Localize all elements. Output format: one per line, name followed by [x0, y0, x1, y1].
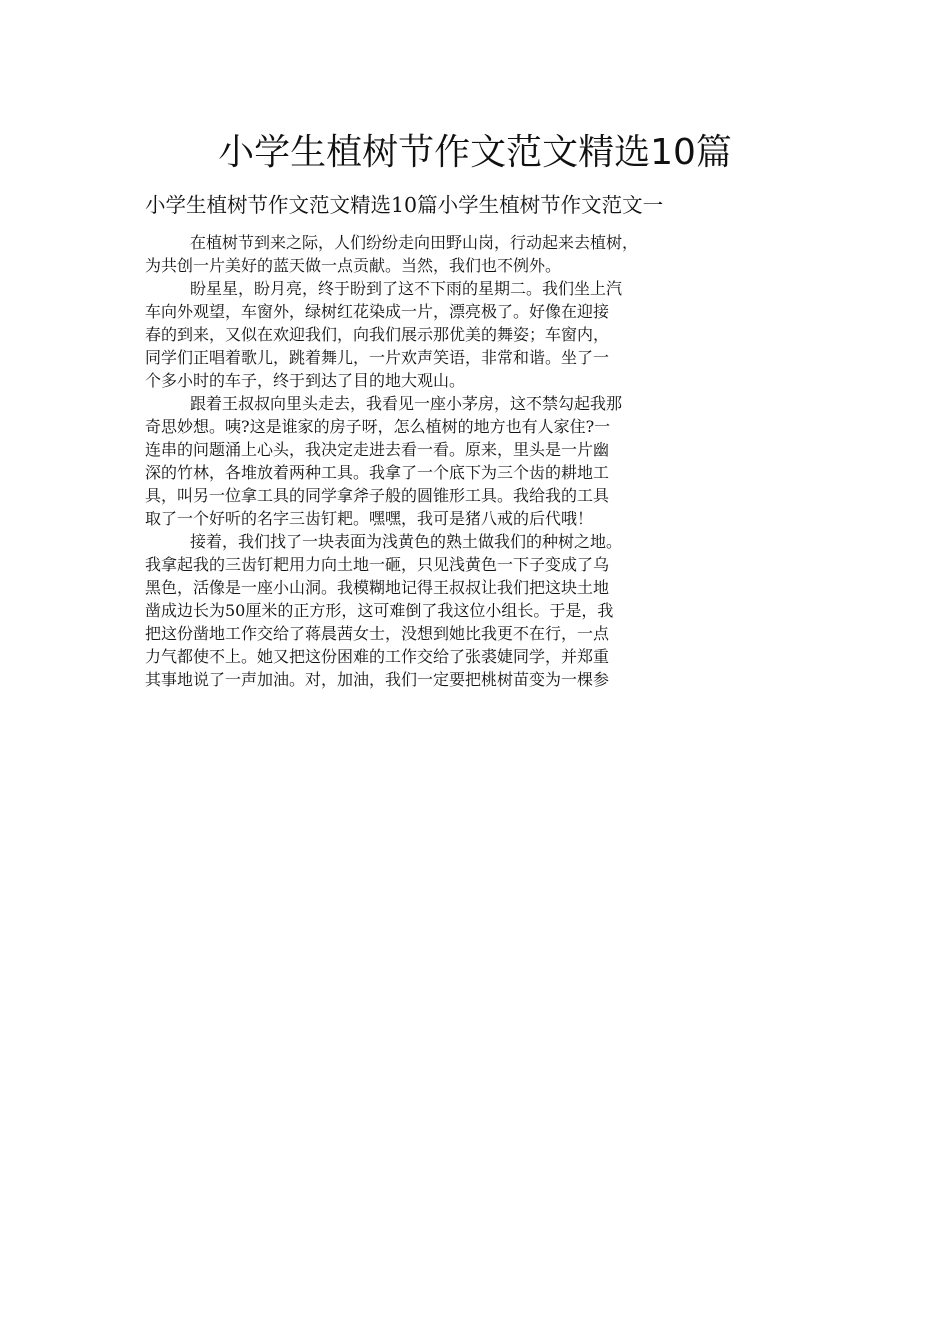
text-line: 其事地说了一声加油。对，加油，我们一定要把桃树苗变为一棵参: [145, 670, 610, 689]
text-line: 车向外观望，车窗外，绿树红花染成一片，漂亮极了。好像在迎接: [145, 302, 610, 321]
text-line: 在植树节到来之际，人们纷纷走向田野山岗，行动起来去植树，: [190, 233, 639, 252]
text-line: 黑色，活像是一座小山洞。我模糊地记得王叔叔让我们把这块土地: [145, 578, 610, 597]
text-line: 春的到来，又似在欢迎我们，向我们展示那优美的舞姿；车窗内，: [145, 325, 610, 344]
paragraph-1: [145, 230, 813, 276]
paragraph-3: [145, 391, 813, 529]
text-line: 同学们正唱着歌儿，跳着舞儿，一片欢声笑语，非常和谐。坐了一: [145, 348, 610, 367]
document-subtitle: 小学生植树节作文范文精选10篇小学生植树节作文范文一: [145, 193, 664, 217]
text-line: 深的竹林，各堆放着两种工具。我拿了一个底下为三个齿的耕地工: [145, 463, 610, 482]
text-line: 取了一个好听的名字三齿钉耙。嘿嘿，我可是猪八戒的后代哦！: [145, 509, 594, 528]
text-line: 奇思妙想。咦?这是谁家的房子呀，怎么植树的地方也有人家住?一: [145, 417, 611, 436]
text-line: 具，叫另一位拿工具的同学拿斧子般的圆锥形工具。我给我的工具: [145, 486, 610, 505]
document-body: [145, 180, 813, 690]
text-line: 我拿起我的三齿钉耙用力向土地一砸，只见浅黄色一下子变成了乌: [145, 555, 610, 574]
document-title: 小学生植树节作文范文精选10篇: [218, 132, 732, 173]
text-line: 盼星星，盼月亮，终于盼到了这不下雨的星期二。我们坐上汽: [190, 279, 623, 298]
text-line: 把这份凿地工作交给了蒋晨茜女士，没想到她比我更不在行，一点: [145, 624, 610, 643]
text-line: 力气都使不上。她又把这份困难的工作交给了张裘婕同学，并郑重: [145, 647, 610, 666]
text-line: 个多小时的车子，终于到达了目的地大观山。: [145, 371, 466, 390]
text-line: 连串的问题涌上心头，我决定走进去看一看。原来，里头是一片幽: [145, 440, 610, 459]
text-line: 为共创一片美好的蓝天做一点贡献。当然，我们也不例外。: [145, 256, 562, 275]
text-line: 凿成边长为50厘米的正方形，这可难倒了我这位小组长。于是，我: [145, 601, 614, 620]
paragraph-2: [145, 276, 813, 391]
text-line: 跟着王叔叔向里头走去，我看见一座小茅房，这不禁勾起我那: [190, 394, 623, 413]
text-line: 接着，我们找了一块表面为浅黄色的熟土做我们的种树之地。: [190, 532, 623, 551]
paragraph-4: [145, 529, 813, 690]
